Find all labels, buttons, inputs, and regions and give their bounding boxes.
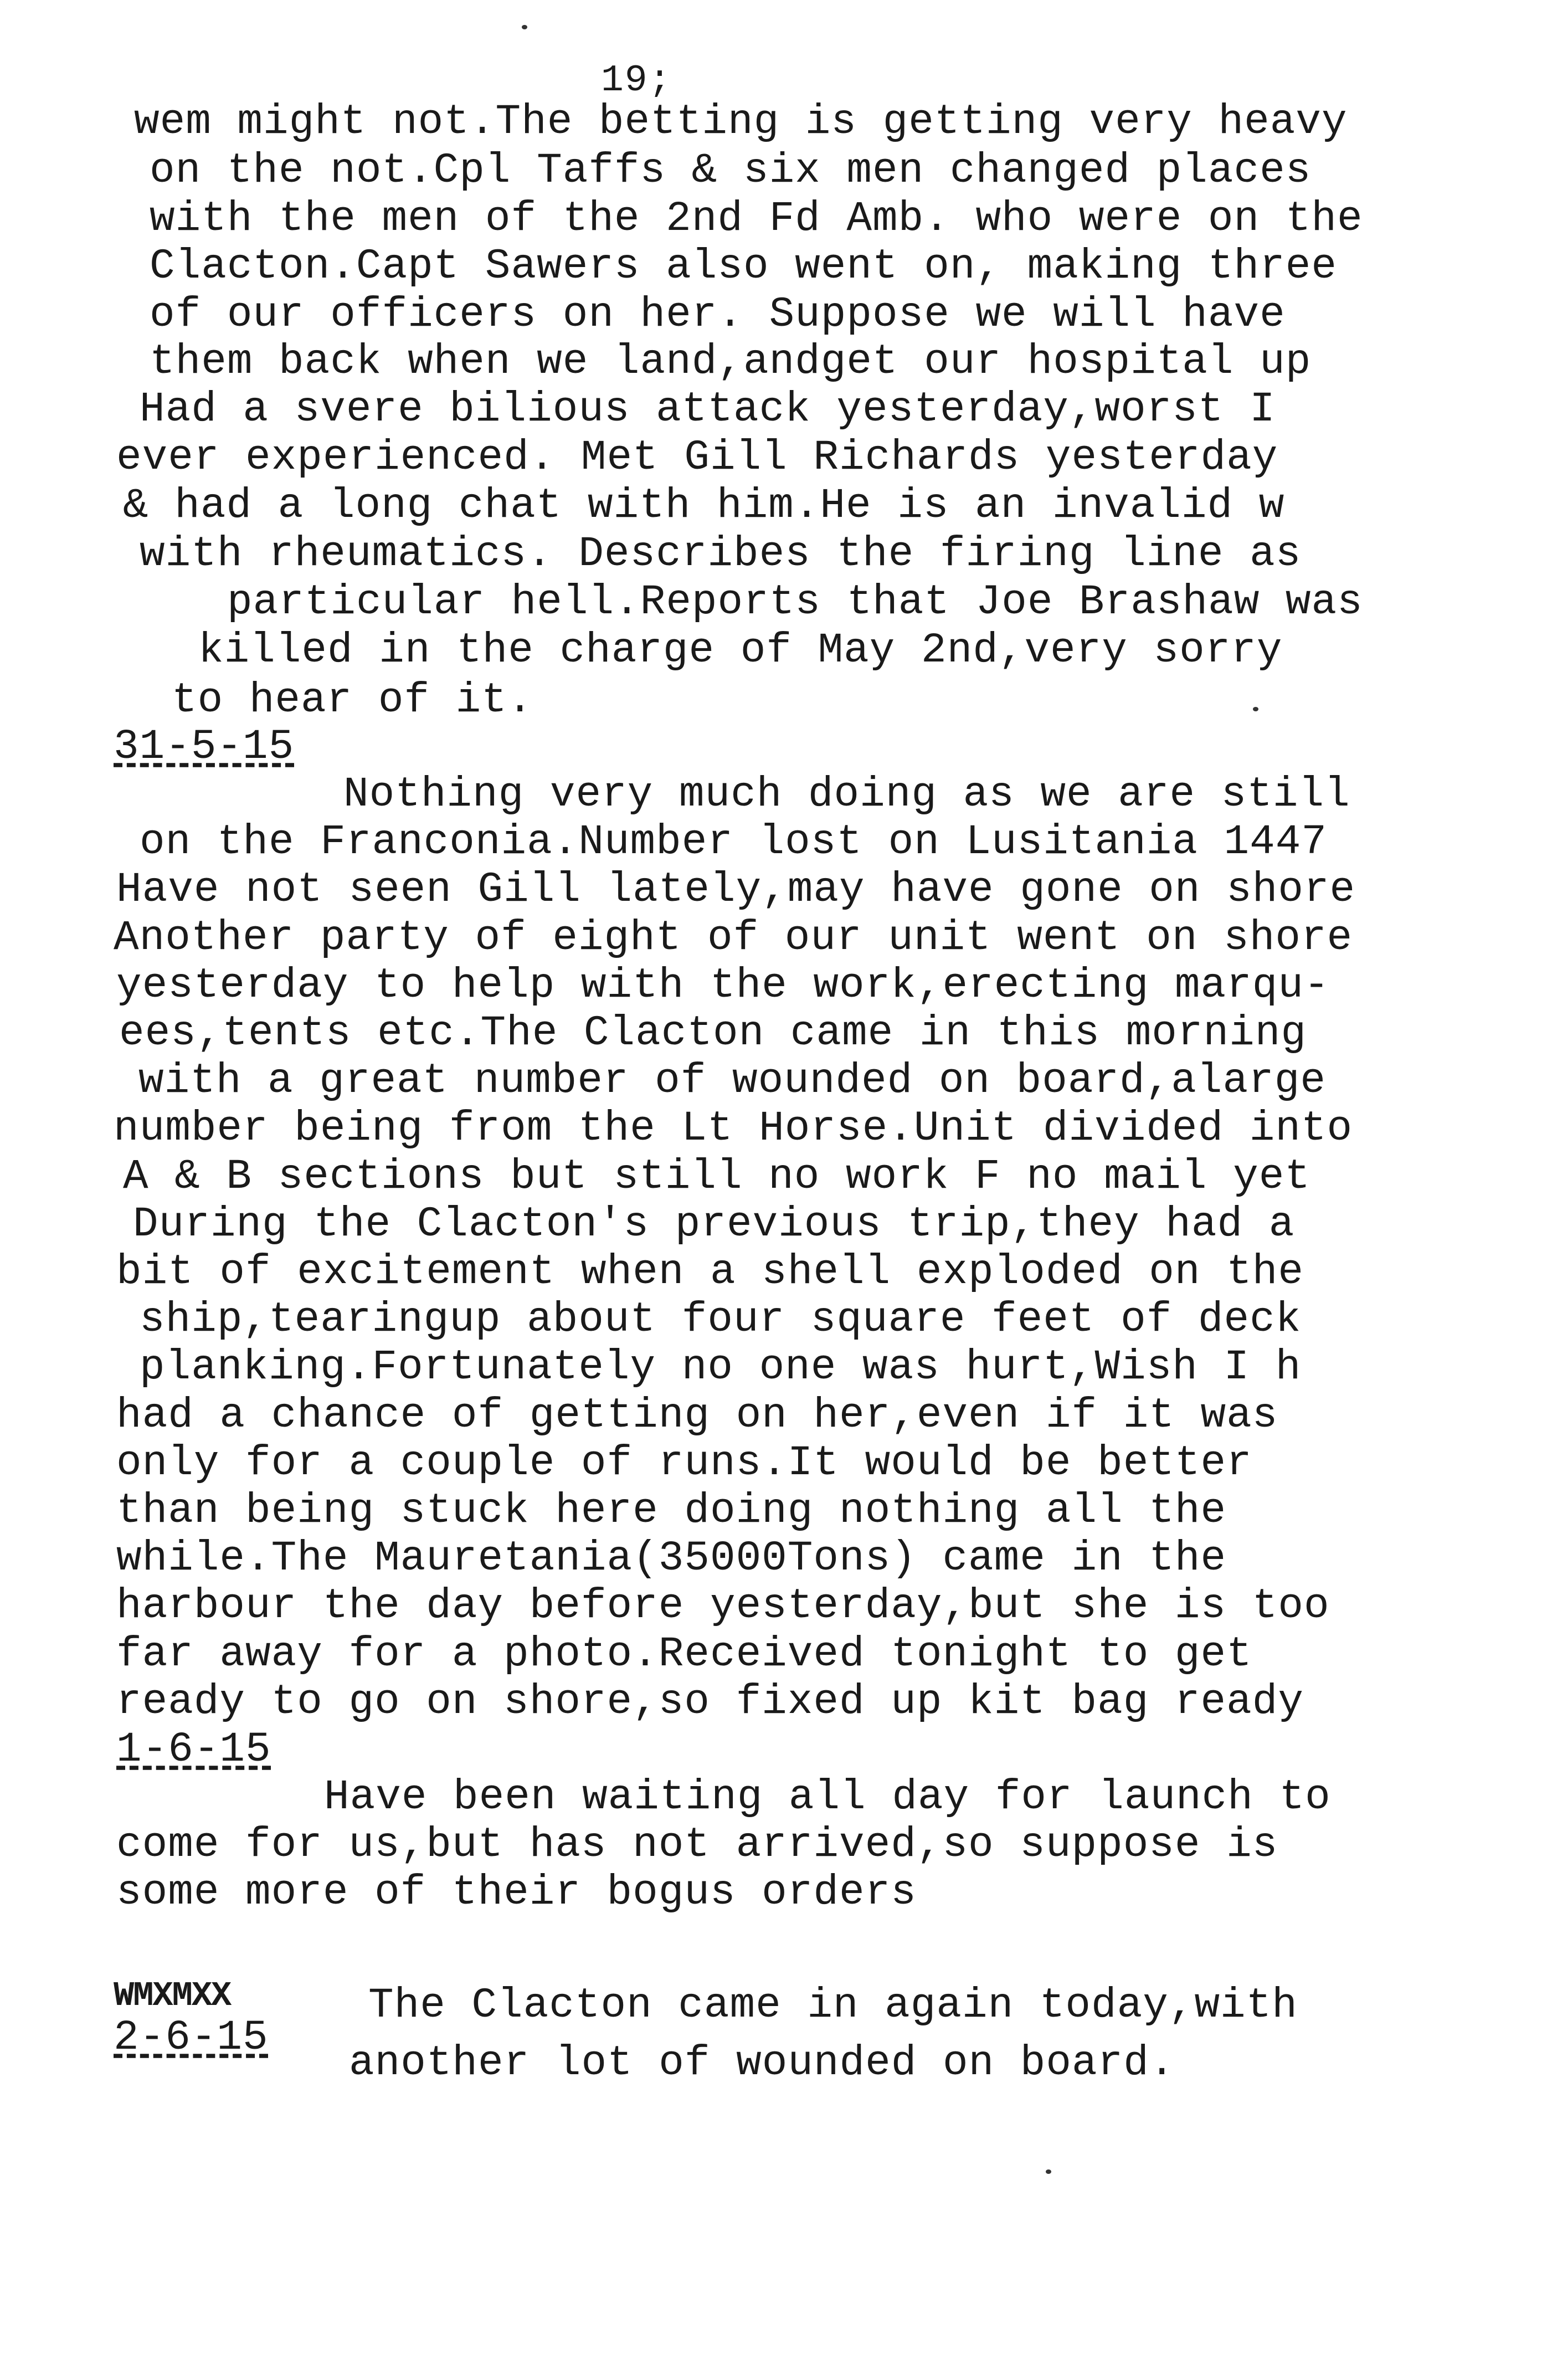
text-line: with the men of the 2nd Fd Amb. who were on the [150, 195, 1363, 243]
text-line: During the Clacton's previous trip,they had a [133, 1201, 1295, 1248]
text-line: with rheumatics. Describes the firing line as [140, 530, 1302, 578]
text-line: A & B sections but still no work F no mail yet [123, 1153, 1310, 1201]
text-line: them back when we land,andget our hospital up [150, 338, 1312, 386]
text-line: Clacton.Capt Sawers also went on, making three [150, 243, 1337, 290]
text-line: to hear of it. [172, 676, 533, 724]
text-line: on the not.Cpl Taffs & six men changed places [150, 147, 1312, 194]
text-line: particular hell.Reports that Joe Brashaw was [227, 578, 1363, 626]
page-number: 19; [601, 59, 672, 102]
text-line: planking.Fortunately no one was hurt,Wish I h [140, 1343, 1302, 1391]
text-line: with a great number of wounded on board,alarge [138, 1057, 1326, 1105]
text-line: The Clacton came in again today,with [368, 1982, 1298, 2029]
text-line: ever experienced. Met Gill Richards yesterday [116, 434, 1278, 481]
text-line: on the Franconia.Number lost on Lusitania 1447 [140, 818, 1327, 866]
entry-date: 2-6-15 [114, 2014, 269, 2061]
text-line: Have not seen Gill lately,may have gone on shore [116, 866, 1356, 914]
paper-speck [1253, 707, 1258, 711]
text-line: another lot of wounded on board. [349, 2039, 1175, 2087]
text-line: bit of excitement when a shell exploded on the [116, 1248, 1304, 1296]
text-line: while.The Mauretania(35000Tons) came in the [116, 1535, 1227, 1582]
paper-speck [522, 25, 527, 29]
text-line: Another party of eight of our unit went on shore [114, 914, 1353, 962]
text-line: had a chance of getting on her,even if it was [116, 1392, 1278, 1439]
text-line: than being stuck here doing nothing all the [116, 1487, 1227, 1535]
text-line: some more of their bogus orders [116, 1869, 917, 1916]
struck-through-text: WMXMXX [114, 1976, 231, 2015]
text-line: number being from the Lt Horse.Unit divided into [114, 1105, 1353, 1152]
entry-date: 1-6-15 [116, 1726, 271, 1773]
text-line: ready to go on shore,so fixed up kit bag ready [116, 1678, 1304, 1726]
text-line: ship,tearingup about four square feet of deck [140, 1296, 1302, 1343]
text-line: Had a svere bilious attack yesterday,worst I [140, 386, 1276, 433]
text-line: wem might not.The betting is getting very heavy [134, 98, 1348, 146]
entry-date: 31-5-15 [114, 723, 295, 771]
text-line: only for a couple of runs.It would be better [116, 1439, 1252, 1487]
text-line: come for us,but has not arrived,so suppose is [116, 1821, 1278, 1869]
text-line: of our officers on her. Suppose we will have [150, 291, 1286, 338]
text-line: Nothing very much doing as we are still [343, 771, 1350, 818]
text-line: far away for a photo.Received tonight to get [116, 1630, 1252, 1678]
text-line: killed in the charge of May 2nd,very sorry [198, 627, 1283, 674]
text-line: harbour the day before yesterday,but she is too [116, 1582, 1330, 1630]
text-line: Have been waiting all day for launch to [324, 1773, 1331, 1821]
text-line: & had a long chat with him.He is an invalid w [123, 482, 1285, 530]
paper-speck [1046, 2169, 1051, 2174]
text-line: ees,tents etc.The Clacton came in this morning [119, 1009, 1307, 1057]
text-line: yesterday to help with the work,erecting marqu- [116, 962, 1330, 1009]
